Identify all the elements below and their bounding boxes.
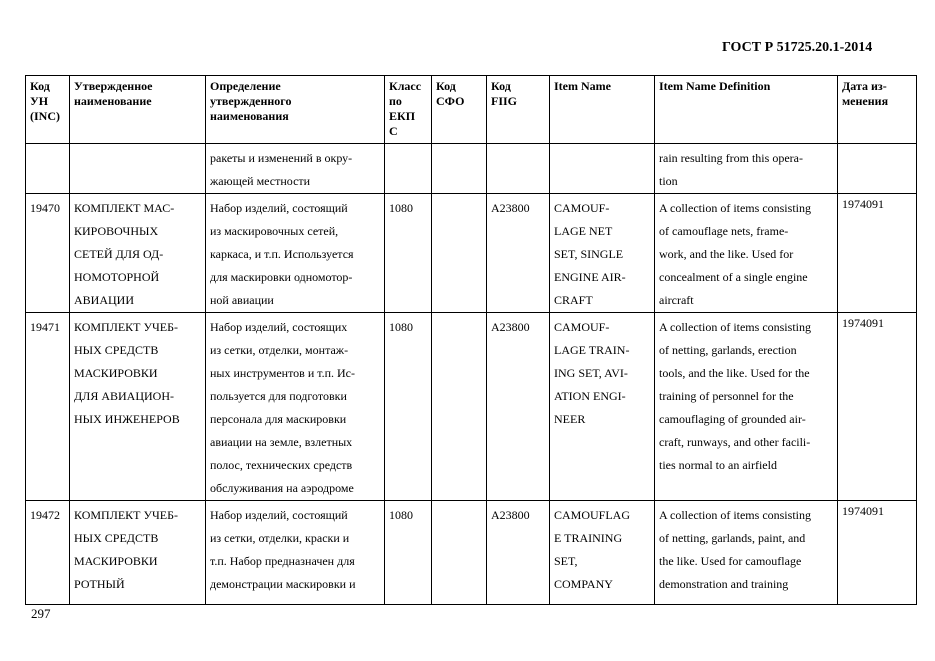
cell-line: the like. Used for camouflage	[659, 554, 802, 568]
col-fiig-header	[487, 76, 550, 144]
item-def-cell	[655, 313, 838, 501]
cell-line: из маскировочных сетей,	[210, 224, 339, 238]
item-def-cell	[655, 194, 838, 313]
cell-line: CAMOUFLAG	[554, 508, 631, 522]
cell-line: Дата из-	[842, 79, 887, 93]
cell-line: ракеты и изменений в окру-	[210, 151, 353, 165]
cell-line: НЫХ ИНЖЕНЕРОВ	[74, 412, 180, 426]
cell-line: of netting, garlands, erection	[659, 343, 797, 357]
cell-line: training of personnel for the	[659, 389, 794, 403]
inc-cell: 19471	[26, 313, 70, 501]
approved-name-cell	[70, 501, 206, 605]
cell-line: Набор изделий, состоящих	[210, 320, 348, 334]
item-def-cell	[655, 144, 838, 194]
table-row	[26, 144, 917, 194]
definition-cell	[206, 501, 385, 605]
class-cell: 1080	[385, 194, 432, 313]
cell-line: РОТНЫЙ	[74, 577, 125, 591]
cell-line: craft, runways, and other facili-	[659, 435, 811, 449]
cell-line: АВИАЦИИ	[74, 293, 134, 307]
cell-line: concealment of a single engine	[659, 270, 808, 284]
cell-line: Набор изделий, состоящий	[210, 201, 348, 215]
cell-line: CAMOUF-	[554, 201, 610, 215]
table-row	[26, 313, 917, 501]
cell-line: КОМПЛЕКТ УЧЕБ-	[74, 320, 179, 334]
table-row	[26, 194, 917, 313]
cell-line: КОМПЛЕКТ МАС-	[74, 201, 175, 215]
table-row	[26, 501, 917, 605]
cell-line: A collection of items consisting	[659, 320, 811, 334]
cell-line: COMPANY	[554, 577, 613, 591]
cell-line: МАСКИРОВКИ	[74, 366, 158, 380]
inc-cell: 19470	[26, 194, 70, 313]
cell-line: A collection of items consisting	[659, 201, 811, 215]
date-cell: 1974091	[838, 501, 917, 605]
fiig-cell	[487, 144, 550, 194]
page-number: 297	[31, 606, 51, 621]
fiig-cell: A23800	[487, 194, 550, 313]
sfo-cell	[432, 194, 487, 313]
col-date-header	[838, 76, 917, 144]
cell-line: SET,	[554, 554, 578, 568]
cell-line: Код	[436, 79, 456, 93]
item-def-cell	[655, 501, 838, 605]
definition-cell	[206, 144, 385, 194]
cell-line: ENGINE AIR-	[554, 270, 626, 284]
approved-name-cell	[70, 194, 206, 313]
cell-line: наименования	[210, 109, 289, 123]
cell-line: каркаса, и т.п. Используется	[210, 247, 354, 261]
cell-line: Код	[30, 79, 50, 93]
cell-line: СЕТЕЙ ДЛЯ ОД-	[74, 247, 164, 261]
table-header-row	[26, 76, 917, 144]
cell-line: утвержденного	[210, 94, 292, 108]
cell-line: ATION ENGI-	[554, 389, 626, 403]
cell-line: пользуется для подготовки	[210, 389, 347, 403]
col-approved-name-header	[70, 76, 206, 144]
cell-line: CAMOUF-	[554, 320, 610, 334]
cell-line: УН	[30, 94, 49, 108]
item-name-cell	[550, 194, 655, 313]
cell-line: tion	[659, 174, 678, 188]
cell-line: Набор изделий, состоящий	[210, 508, 348, 522]
approved-name-cell	[70, 144, 206, 194]
definition-cell	[206, 194, 385, 313]
cell-line: жающей местности	[210, 174, 311, 188]
cell-line: work, and the like. Used for	[659, 247, 794, 261]
cell-line: LAGE NET	[554, 224, 613, 238]
cell-line: менения	[842, 94, 889, 108]
col-definition-header	[206, 76, 385, 144]
cell-line: авиации на земле, взлетных	[210, 435, 353, 449]
document-code: ГОСТ Р 51725.20.1-2014	[722, 40, 873, 55]
cell-line: demonstration and training	[659, 577, 789, 591]
cell-line: ЕКП	[389, 109, 416, 123]
cell-line: aircraft	[659, 293, 694, 307]
cell-line: ДЛЯ АВИАЦИОН-	[74, 389, 174, 403]
cell-line: LAGE TRAIN-	[554, 343, 630, 357]
cell-line: т.п. Набор предназначен для	[210, 554, 355, 568]
inc-cell: 19472	[26, 501, 70, 605]
sfo-cell	[432, 501, 487, 605]
cell-line: обслуживания на аэродроме	[210, 481, 354, 495]
cell-line: НЫХ СРЕДСТВ	[74, 531, 159, 545]
cell-line: rain resulting from this opera-	[659, 151, 803, 165]
cell-line: of camouflage nets, frame-	[659, 224, 789, 238]
cell-line: (INC)	[30, 109, 60, 123]
class-cell: 1080	[385, 501, 432, 605]
cell-line: Item Name Definition	[659, 79, 771, 93]
definition-cell	[206, 313, 385, 501]
cell-line: CRAFT	[554, 293, 593, 307]
cell-line: A collection of items consisting	[659, 508, 811, 522]
cell-line: КОМПЛЕКТ УЧЕБ-	[74, 508, 179, 522]
cell-line: ных инструментов и т.п. Ис-	[210, 366, 355, 380]
cell-line: Item Name	[554, 79, 611, 93]
cell-line: полос, технических средств	[210, 458, 353, 472]
catalog-table	[25, 75, 917, 605]
cell-line: Код	[491, 79, 511, 93]
col-sfo-header	[432, 76, 487, 144]
class-cell: 1080	[385, 313, 432, 501]
cell-line: Определение	[210, 79, 281, 93]
col-item-def-header	[655, 76, 838, 144]
cell-line: ING SET, AVI-	[554, 366, 628, 380]
cell-line: демонстрации маскировки и	[210, 577, 356, 591]
cell-line: МАСКИРОВКИ	[74, 554, 158, 568]
cell-line: tools, and the like. Used for the	[659, 366, 810, 380]
cell-line: НОМОТОРНОЙ	[74, 270, 160, 284]
col-inc-header	[26, 76, 70, 144]
cell-line: КИРОВОЧНЫХ	[74, 224, 159, 238]
cell-line: SET, SINGLE	[554, 247, 624, 261]
item-name-cell	[550, 144, 655, 194]
cell-line: персонала для маскировки	[210, 412, 347, 426]
cell-line: E TRAINING	[554, 531, 623, 545]
cell-line: по	[389, 94, 402, 108]
class-cell	[385, 144, 432, 194]
cell-line: С	[389, 124, 398, 138]
approved-name-cell	[70, 313, 206, 501]
item-name-cell	[550, 501, 655, 605]
sfo-cell	[432, 144, 487, 194]
date-cell: 1974091	[838, 194, 917, 313]
col-item-name-header	[550, 76, 655, 144]
cell-line: NEER	[554, 412, 586, 426]
cell-line: СФО	[436, 94, 465, 108]
cell-line: из сетки, отделки, монтаж-	[210, 343, 349, 357]
item-name-cell	[550, 313, 655, 501]
inc-cell	[26, 144, 70, 194]
cell-line: НЫХ СРЕДСТВ	[74, 343, 159, 357]
cell-line: camouflaging of grounded air-	[659, 412, 806, 426]
date-cell: 1974091	[838, 313, 917, 501]
cell-line: of netting, garlands, paint, and	[659, 531, 806, 545]
cell-line: для маскировки одномотор-	[210, 270, 353, 284]
cell-line: ties normal to an airfield	[659, 458, 777, 472]
cell-line: из сетки, отделки, краски и	[210, 531, 350, 545]
sfo-cell	[432, 313, 487, 501]
cell-line: Утвержденное	[74, 79, 153, 93]
date-cell	[838, 144, 917, 194]
cell-line: ной авиации	[210, 293, 274, 307]
col-class-header	[385, 76, 432, 144]
cell-line: наименование	[74, 94, 152, 108]
fiig-cell: A23800	[487, 501, 550, 605]
cell-line: FIIG	[491, 94, 518, 108]
fiig-cell: A23800	[487, 313, 550, 501]
cell-line: Класс	[389, 79, 422, 93]
